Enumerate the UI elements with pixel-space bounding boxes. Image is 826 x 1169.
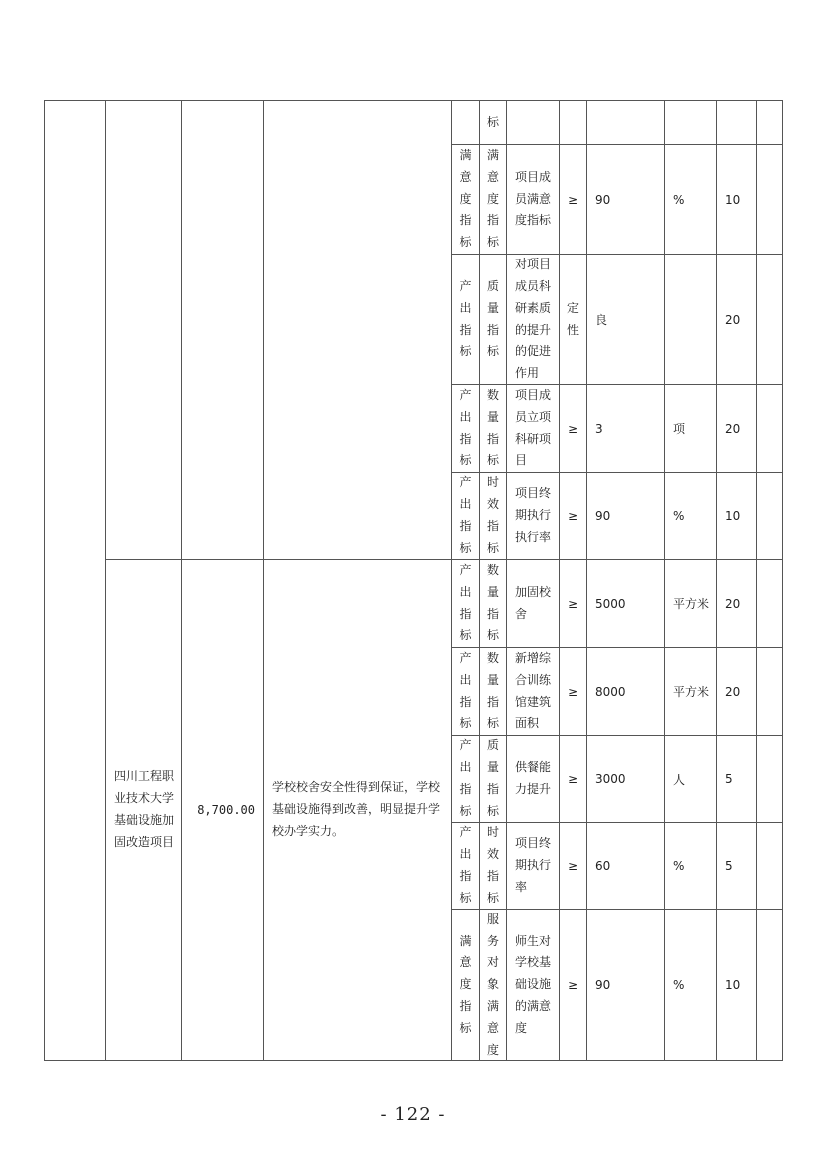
indicator-level2: 时效指标: [479, 822, 506, 909]
indicator-weight: 20: [716, 384, 756, 472]
page-number: - 122 -: [380, 1104, 446, 1125]
indicator-value: 90: [586, 144, 664, 254]
project-goal-cell: [263, 559, 451, 1061]
project-goal-cell-prev: [263, 100, 451, 559]
indicator-operator: ≥: [559, 822, 586, 909]
indicator-unit: %: [664, 822, 716, 909]
indicator-operator: [559, 100, 586, 144]
indicator-name: 加固校舍: [506, 559, 559, 647]
indicator-value: [586, 100, 664, 144]
indicator-unit: [664, 100, 716, 144]
indicator-remark: [756, 559, 783, 647]
project-amount-cell-prev: [181, 100, 263, 559]
indicator-level2: 数量指标: [479, 647, 506, 735]
indicator-level1: 产出指标: [451, 472, 479, 559]
indicator-unit: 项: [664, 384, 716, 472]
indicator-value: 60: [586, 822, 664, 909]
indicator-unit: %: [664, 144, 716, 254]
indicator-level2: 数量指标: [479, 559, 506, 647]
indicator-name: 项目终期执行执行率: [506, 472, 559, 559]
indicator-operator: ≥: [559, 384, 586, 472]
indicator-weight: [716, 100, 756, 144]
indicator-level1: 产出指标: [451, 647, 479, 735]
indicator-unit: 平方米: [664, 559, 716, 647]
indicator-weight: 20: [716, 559, 756, 647]
project-amount-cell: [181, 559, 263, 1061]
indicator-level1: 满意度指标: [451, 909, 479, 1061]
indicator-remark: [756, 647, 783, 735]
indicator-name: 供餐能力提升: [506, 735, 559, 822]
indicator-operator: ≥: [559, 472, 586, 559]
project-amount: 8,700.00: [197, 803, 255, 817]
indicator-unit: %: [664, 472, 716, 559]
indicator-remark: [756, 909, 783, 1061]
indicator-operator: ≥: [559, 735, 586, 822]
indicator-level2: 时效指标: [479, 472, 506, 559]
indicator-value: 3: [586, 384, 664, 472]
indicator-value: 5000: [586, 559, 664, 647]
indicator-value: 3000: [586, 735, 664, 822]
indicator-name: [506, 100, 559, 144]
performance-target-table: [44, 100, 783, 1061]
indicator-level2: 满意度指标: [479, 144, 506, 254]
indicator-level1: 产出指标: [451, 735, 479, 822]
indicator-name: 项目成员满意度指标: [506, 144, 559, 254]
indicator-weight: 5: [716, 822, 756, 909]
indicator-name: 新增综合训练馆建筑面积: [506, 647, 559, 735]
indicator-weight: 20: [716, 254, 756, 384]
project-name-cell-prev: [105, 100, 181, 559]
indicator-unit: 平方米: [664, 647, 716, 735]
indicator-level1: 满意度指标: [451, 144, 479, 254]
indicator-level2: 标: [479, 100, 506, 144]
indicator-level1: 产出指标: [451, 384, 479, 472]
indicator-level1: 产出指标: [451, 254, 479, 384]
indicator-operator: ≥: [559, 647, 586, 735]
indicator-remark: [756, 472, 783, 559]
indicator-level2: 质量指标: [479, 735, 506, 822]
indicator-name: 项目终期执行率: [506, 822, 559, 909]
indicator-weight: 20: [716, 647, 756, 735]
project-name-cell: [105, 559, 181, 1061]
indicator-level2: 数量指标: [479, 384, 506, 472]
indicator-weight: 10: [716, 144, 756, 254]
indicator-level2: 服务对象满意度: [479, 909, 506, 1061]
indicator-value: 8000: [586, 647, 664, 735]
indicator-level1: 产出指标: [451, 559, 479, 647]
indicator-operator: ≥: [559, 559, 586, 647]
indicator-remark: [756, 384, 783, 472]
indicator-name: 师生对学校基础设施的满意度: [506, 909, 559, 1061]
indicator-weight: 10: [716, 909, 756, 1061]
project-goal: 学校校舍安全性得到保证，学校基础设施得到改善，明显提升学校办学实力。: [272, 780, 441, 838]
indicator-value: 90: [586, 909, 664, 1061]
indicator-remark: [756, 735, 783, 822]
indicator-unit: %: [664, 909, 716, 1061]
indicator-weight: 5: [716, 735, 756, 822]
indicator-level1: [451, 100, 479, 144]
indicator-level2: 质量指标: [479, 254, 506, 384]
indicator-unit: [664, 254, 716, 384]
indicator-remark: [756, 822, 783, 909]
table-column-blank: [44, 100, 105, 1061]
indicator-operator: 定性: [559, 254, 586, 384]
indicator-unit: 人: [664, 735, 716, 822]
indicator-value: 90: [586, 472, 664, 559]
indicator-remark: [756, 144, 783, 254]
indicator-operator: ≥: [559, 909, 586, 1061]
indicator-name: 对项目成员科研素质的提升的促进作用: [506, 254, 559, 384]
indicator-weight: 10: [716, 472, 756, 559]
indicator-level1: 产出指标: [451, 822, 479, 909]
indicator-remark: [756, 254, 783, 384]
indicator-remark: [756, 100, 783, 144]
indicator-operator: ≥: [559, 144, 586, 254]
indicator-value: 良: [586, 254, 664, 384]
indicator-name: 项目成员立项科研项目: [506, 384, 559, 472]
project-name: 四川工程职业技术大学基础设施加固改造项目: [114, 769, 175, 849]
